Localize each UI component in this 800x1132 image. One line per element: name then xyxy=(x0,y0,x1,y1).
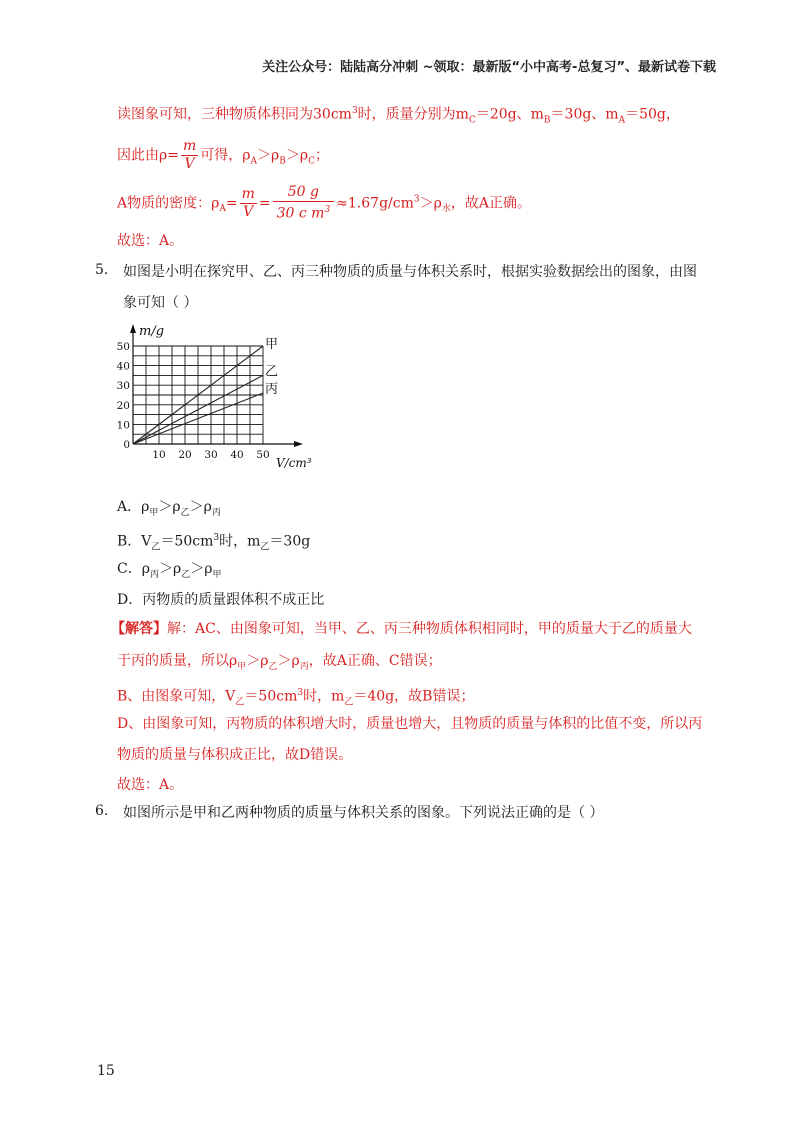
answer-line-3: B、由图象可知，$V_乙=50cm^3$时，$m_乙=40g$，故B错误； xyxy=(117,688,475,708)
option-a: A．$\rho_甲>\rho_乙>\rho_丙$ xyxy=(117,499,221,518)
density-fraction: $\frac{m}{V}$ xyxy=(182,138,197,172)
y-axis-arrow xyxy=(130,324,136,333)
question-stem: 如图所示是甲和乙两种物质的质量与体积关系的图象。下列说法正确的是（ ） xyxy=(123,805,604,821)
question-number: 5. xyxy=(95,262,109,278)
y-tick-label: 0 xyxy=(123,439,130,451)
value-fraction: $\frac{50 g}{30 c m^3}$ xyxy=(273,184,335,223)
x-tick-label: 40 xyxy=(230,449,244,461)
question-stem: 象可知（ ） xyxy=(123,295,198,311)
x-tick-label: 50 xyxy=(256,449,270,461)
page-number: 15 xyxy=(97,1063,115,1079)
answer-choose: 故选：A。 xyxy=(117,777,184,793)
y-tick-label: 40 xyxy=(116,360,130,373)
series-label: 甲 xyxy=(265,337,279,352)
x-tick-label: 20 xyxy=(178,449,192,461)
question-number: 6. xyxy=(95,803,109,819)
answer-line-5: 物质的质量与体积成正比，故D错误。 xyxy=(117,747,353,763)
page-header: 关注公众号：陆陆高分冲刺 ~领取：最新版“小中高考-总复习”、最新试卷下载 xyxy=(262,60,716,75)
y-tick-label: 30 xyxy=(116,380,130,393)
solution-line-3: A物质的密度：$\rho_A=$ $\frac{m}{V}$ = $\frac{50 g}{30 c m^3}$ $\approx 1.67g/cm^3>\rho_水$，故A正确。 xyxy=(117,184,531,222)
x-axis-arrow xyxy=(294,441,303,447)
series-label: 乙 xyxy=(265,364,279,380)
solution-line-2: 因此由ρ= $\frac{m}{V}$ 可得，$\rho_A>\rho_B>\rho_C$； xyxy=(117,138,329,172)
x-tick-label: 30 xyxy=(204,449,218,461)
solution-line-1: 读图象可知，三种物质体积同为$30cm^3$时，质量分别为$m_C=20g$、$m_B=30g$、$m_A=50g$， xyxy=(117,106,680,126)
mass-volume-chart xyxy=(113,323,323,473)
answer-line-2: 于丙的质量，所以$\rho_甲>\rho_乙>\rho_丙$，故A正确、C错误； xyxy=(117,653,442,672)
answer-line-4: D、由图象可知，丙物质的体积增大时，质量也增大，且物质的质量与体积的比值不变，所以丙 xyxy=(117,716,703,732)
x-axis-label: V/cm³ xyxy=(276,456,312,470)
option-b: B．$V_乙=50cm^3$时，$m_乙=30g$ xyxy=(117,533,311,553)
x-tick-label: 10 xyxy=(152,449,166,461)
option-c: C．$\rho_丙>\rho_乙>\rho_甲$ xyxy=(117,561,222,580)
y-tick-label: 20 xyxy=(116,399,130,412)
series-label: 丙 xyxy=(265,382,279,398)
y-tick-label: 10 xyxy=(116,419,130,432)
density-fraction: $\frac{m}{V}$ xyxy=(241,185,255,220)
y-axis-label: m/g xyxy=(139,324,165,339)
solution-choose: 故选：A。 xyxy=(117,233,184,249)
y-tick-label: 50 xyxy=(116,341,130,353)
question-stem: 如图是小明在探究甲、乙、丙三种物质的质量与体积关系时，根据实验数据绘出的图象，由图 xyxy=(123,264,697,280)
option-d: D．丙物质的质量跟体积不成正比 xyxy=(117,592,325,608)
answer-line-1: 【解答】解：AC、由图象可知，当甲、乙、丙三种物质体积相同时，甲的质量大于乙的质量大 xyxy=(111,621,692,637)
